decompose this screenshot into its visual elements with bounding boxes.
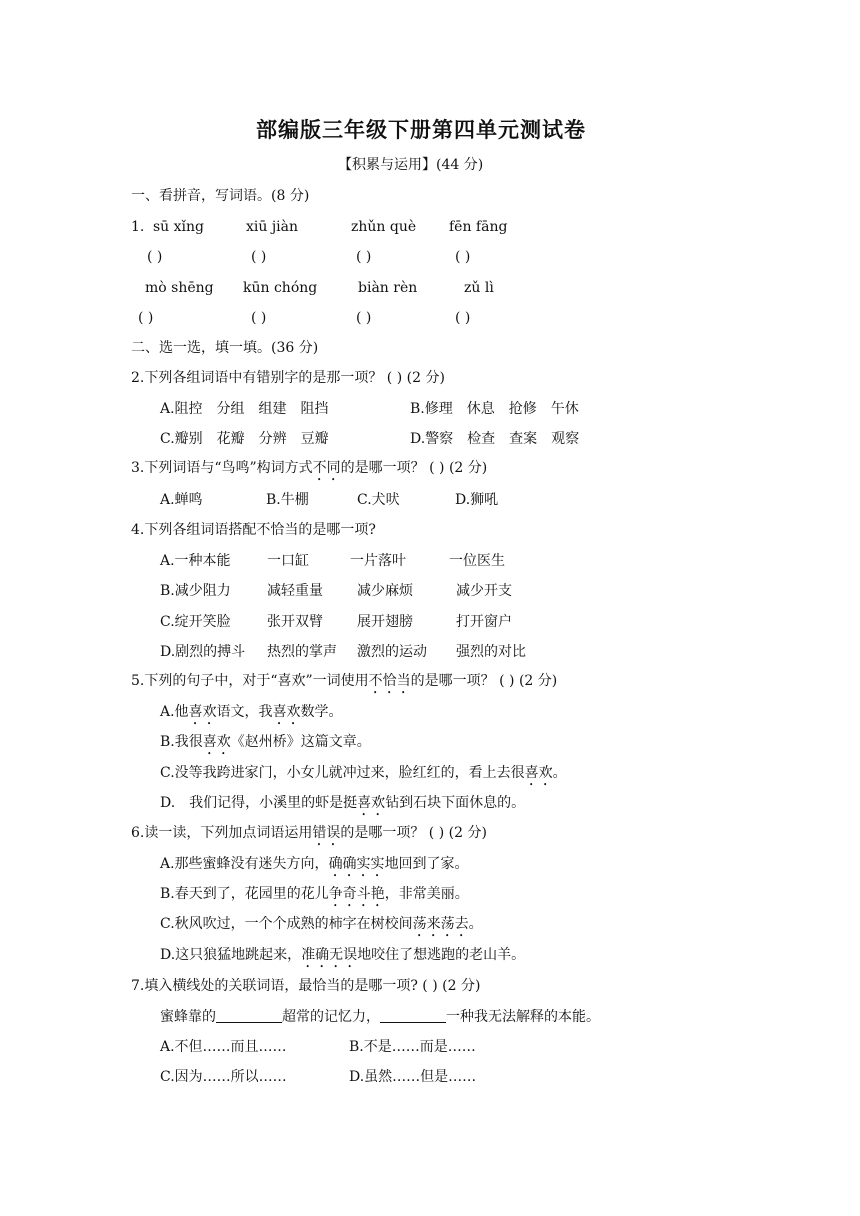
option-a[interactable]: A.蝉鸣: [160, 492, 203, 508]
emphasis-mark: 不同: [312, 460, 341, 476]
question-5-stem: 5.下列的句子中，对于“喜欢”一词使用不恰当的是哪一项？ ( ) (2 分): [131, 673, 558, 689]
answer-bracket[interactable]: ( ): [455, 310, 471, 326]
emphasis-mark: 喜欢: [357, 795, 386, 811]
section-heading-2: 二、选一选，填一填。(36 分): [131, 340, 319, 356]
option-d[interactable]: D.这只狼猛地跳起来，准确无误地咬住了想逃跑的老山羊。: [160, 947, 526, 963]
option-d[interactable]: D.虽然……但是……: [349, 1069, 477, 1085]
pinyin-5: mò shēng: [145, 280, 214, 296]
pinyin-7: biàn rèn: [358, 280, 418, 296]
fill-blank[interactable]: [216, 1008, 282, 1023]
option-b[interactable]: B.修理 休息 抢修 午休: [410, 401, 579, 417]
option-d-word: 激烈的运动: [357, 644, 427, 660]
emphasis-mark: 准确无误: [301, 947, 358, 963]
option-d[interactable]: D.剧烈的搏斗: [160, 644, 246, 660]
option-b-word: 减轻重量: [267, 583, 323, 599]
pinyin-1: sū xǐng: [153, 219, 205, 235]
option-c[interactable]: C.因为……所以……: [160, 1069, 287, 1085]
option-c-word: 展开翅膀: [357, 614, 413, 630]
option-b[interactable]: B.春天到了，花园里的花儿争奇斗艳，非常美丽。: [160, 886, 469, 902]
emphasis-mark: 不恰当: [368, 673, 411, 689]
emphasis-mark: 喜欢: [202, 734, 231, 750]
option-a-word: 一片落叶: [350, 553, 406, 569]
question-3-stem: 3.下列词语与“鸟鸣”构词方式不同的是哪一项？ ( ) (2 分): [131, 460, 488, 476]
answer-bracket[interactable]: ( ): [455, 249, 471, 265]
option-d[interactable]: D. 我们记得，小溪里的虾是挺喜欢钻到石块下面休息的。: [160, 795, 526, 811]
option-c-word: 打开窗户: [456, 614, 512, 630]
section-heading-1: 一、看拼音，写词语。(8 分): [131, 188, 310, 204]
option-a[interactable]: A.那些蜜蜂没有迷失方向，确确实实地回到了家。: [160, 856, 469, 872]
answer-bracket[interactable]: ( ): [251, 310, 267, 326]
question-6-stem: 6.读一读，下列加点词语运用错误的是哪一项？ ( ) (2 分): [131, 825, 487, 841]
option-a-word: 一位医生: [449, 553, 505, 569]
answer-bracket[interactable]: ( ): [147, 249, 163, 265]
emphasis-mark: 确确实实: [328, 856, 385, 872]
option-b-word: 减少开支: [456, 583, 512, 599]
emphasis-mark: 争奇斗艳: [328, 886, 385, 902]
emphasis-mark: 错误: [312, 825, 341, 841]
question-7-sentence: 蜜蜂靠的 超常的记忆力， 一种我无法解释的本能。: [160, 1009, 600, 1025]
page-subtitle: 【积累与运用】(44 分): [338, 157, 484, 173]
option-b-word: 减少麻烦: [357, 583, 413, 599]
option-a[interactable]: A.他喜欢语文，我喜欢数学。: [160, 704, 343, 720]
page-title: 部编版三年级下册第四单元测试卷: [256, 117, 586, 142]
answer-bracket[interactable]: ( ): [138, 310, 154, 326]
option-a[interactable]: A.一种本能: [160, 553, 231, 569]
option-c[interactable]: C.绽开笑脸: [160, 614, 231, 630]
question-7-stem: 7.填入横线处的关联词语，最恰当的是哪一项? ( ) (2 分): [131, 978, 481, 994]
option-c[interactable]: C.瓣别 花瓣 分辨 豆瓣: [160, 431, 329, 447]
emphasis-mark: 喜欢: [272, 704, 301, 720]
option-b[interactable]: B.不是……而是……: [349, 1039, 476, 1055]
option-d[interactable]: D.狮吼: [455, 492, 499, 508]
pinyin-8: zǔ lì: [464, 280, 494, 296]
pinyin-6: kūn chóng: [243, 280, 318, 296]
emphasis-mark: 喜欢: [524, 765, 553, 781]
option-b[interactable]: B.牛棚: [266, 492, 309, 508]
option-b[interactable]: B.减少阻力: [160, 583, 231, 599]
option-a[interactable]: A.阻控 分组 组建 阻挡: [160, 401, 329, 417]
answer-bracket[interactable]: ( ): [356, 310, 372, 326]
option-c[interactable]: C.秋风吹过，一个个成熟的柿字在树校间荡来荡去。: [160, 916, 483, 932]
option-d[interactable]: D.警察 检查 查案 观察: [410, 431, 580, 447]
fill-blank[interactable]: [380, 1008, 446, 1023]
answer-bracket[interactable]: ( ): [251, 249, 267, 265]
option-d-word: 热烈的掌声: [267, 644, 337, 660]
option-c-word: 张开双臂: [267, 614, 323, 630]
option-c[interactable]: C.没等我跨进家门，小女儿就冲过来，脸红红的，看上去很喜欢。: [160, 765, 567, 781]
pinyin-4: fēn fāng: [449, 219, 508, 235]
pinyin-2: xiū jiàn: [246, 219, 299, 235]
option-a-word: 一口缸: [267, 553, 309, 569]
emphasis-mark: 喜欢: [188, 704, 217, 720]
option-b[interactable]: B.我很喜欢《赵州桥》这篇文章。: [160, 734, 371, 750]
pinyin-3: zhǔn què: [351, 219, 417, 235]
answer-bracket[interactable]: ( ): [356, 249, 372, 265]
question-4-stem: 4.下列各组词语搭配不恰当的是哪一项?: [131, 522, 376, 538]
question-1-number: 1.: [131, 219, 145, 235]
option-c[interactable]: C.犬吠: [357, 492, 400, 508]
emphasis-mark: 荡来荡去: [412, 916, 469, 932]
option-a[interactable]: A.不但……而且……: [160, 1039, 287, 1055]
option-d-word: 强烈的对比: [456, 644, 526, 660]
question-2-stem: 2.下列各组词语中有错别字的是那一项？ ( ) (2 分): [131, 370, 445, 386]
